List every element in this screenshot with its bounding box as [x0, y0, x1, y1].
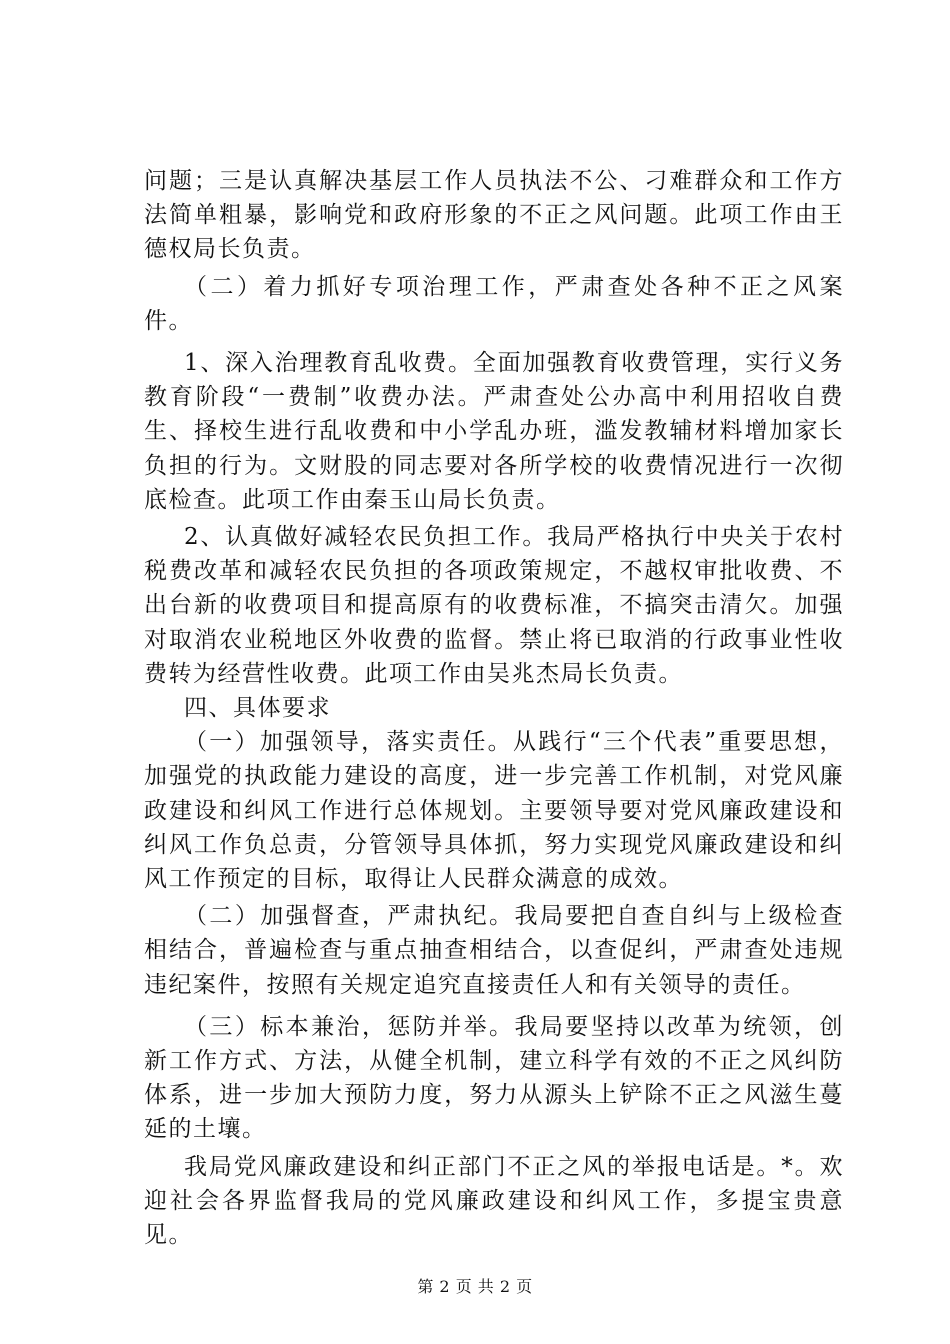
- paragraph-section-2: （二）着力抓好专项治理工作，严肃查处各种不正之风案件。: [144, 273, 844, 334]
- paragraph-report-hotline: 我局党风廉政建设和纠正部门不正之风的举报电话是。*。欢迎社会各界监督我局的党风廉政建设和纠风工作，多提宝贵意见。: [144, 1153, 844, 1249]
- paragraph-requirement-2: （二）加强督查，严肃执纪。我局要把自查自纠与上级检查相结合，普遍检查与重点抽查相结合，以查促纠，严肃查处违规违纪案件，按照有关规定追究直接责任人和有关领导的责任。: [144, 903, 844, 998]
- paragraph-item-1: 1、深入治理教育乱收费。全面加强教育收费管理，实行义务教育阶段“一费制”收费办法。严肃查处公办高中利用招收自费生、择校生进行乱收费和中小学乱办班，滥发教辅材料增加家长负担的行为。文财股的同志要对各所学校的收费情况进行一次彻底检查。此项工作由秦玉山局长负责。: [144, 350, 844, 513]
- paragraph-continuation: 问题；三是认真解决基层工作人员执法不公、刁难群众和工作方法简单粗暴，影响党和政府形象的不正之风问题。此项工作由王德权局长负责。: [144, 168, 844, 263]
- document-body: [144, 164, 844, 1252]
- paragraph-item-2: 2、认真做好减轻农民负担工作。我局严格执行中央关于农村税费改革和减轻农民负担的各项政策规定，不越权审批收费、不出台新的收费项目和提高原有的收费标准，不搞突击清欠。加强对取消农业税地区外收费的监督。禁止将已取消的行政事业性收费转为经营性收费。此项工作由吴兆杰局长负责。: [144, 524, 844, 687]
- page-number-footer: 第 2 页 共 2 页: [417, 1277, 533, 1296]
- section-heading-requirements: 四、具体要求: [184, 695, 331, 722]
- paragraph-requirement-3: （三）标本兼治，惩防并举。我局要坚持以改革为统领，创新工作方式、方法，从健全机制，建立科学有效的不正之风纠防体系，进一步加大预防力度，努力从源头上铲除不正之风滋生蔓延的土壤。: [144, 1013, 844, 1143]
- paragraph-requirement-1: （一）加强领导，落实责任。从践行“三个代表”重要思想，加强党的执政能力建设的高度，进一步完善工作机制，对党风廉政建设和纠风工作进行总体规划。主要领导要对党风廉政建设和纠风工作负总责，分管领导具体抓，努力实现党风廉政建设和纠风工作预定的目标，取得让人民群众满意的成效。: [144, 729, 844, 893]
